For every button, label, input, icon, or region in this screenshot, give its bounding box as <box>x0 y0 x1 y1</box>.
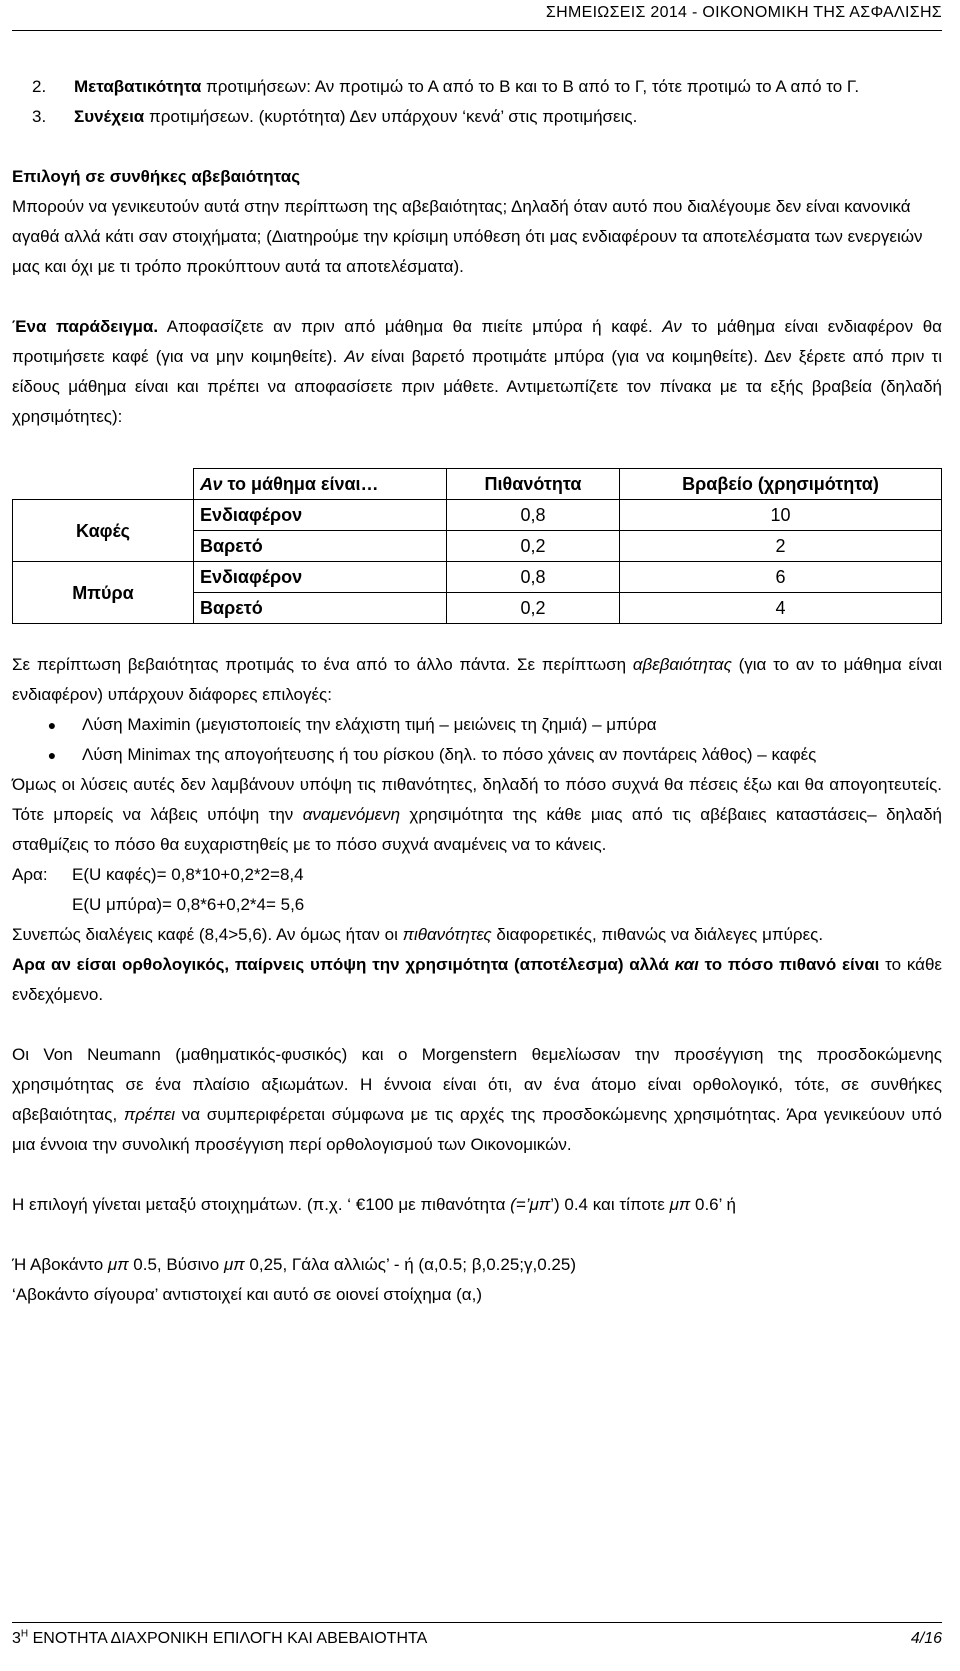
vnm-paragraph: Οι Von Neumann (μαθηματικός-φυσικός) και ο Morgenstern θεμελίωσαν την προσέγγιση της προσδοκώμενης χρησιμότητας σε ένα πλαίσιο αξιωμάτων. Η έννοια είναι ότι, αν ένα άτομο είναι ορθολογικό, τότε, σε συνθήκες αβεβαιότητας, πρέπει να συμπεριφέρεται σύμφωνα με τις αρχές της προσδοκώμενης χρησιμότητας. Άρα γενικεύουν υπό μια έννοια την συνολική προσέγγιση περί ορθολογισμού των Οικονομικών. <box>12 1045 942 1154</box>
after-table-paragraph: Σε περίπτωση βεβαιότητας προτιμάς το ένα από το άλλο πάντα. Σε περίπτωση αβεβαιότητας (για το αν το μάθημα είναι ενδιαφέρον) υπάρχουν διάφορες επιλογές: <box>12 655 942 704</box>
table-header-row <box>13 469 942 500</box>
choice-coffee: Καφές <box>13 500 194 562</box>
table-row: Βαρετό 0,2 4 <box>13 593 942 624</box>
conclusion-paragraph: Συνεπώς διαλέγεις καφέ (8,4>5,6). Αν όμως ήταν οι πιθανότητες διαφορετικές, πιθανώς να διάλεγες μπύρες. <box>12 925 824 944</box>
list-item: ● Λύση Minimax της απογοήτευσης ή του ρίσκου (δηλ. το πόσο χάνεις αν ποντάρεις λάθος) – καφές <box>12 740 942 770</box>
choice-beer: Μπύρα <box>13 562 194 624</box>
header-title: ΣΗΜΕΙΩΣΕΙΣ 2014 - ΟΙΚΟΝΟΜΙΚΗ ΤΗΣ ΑΣΦΑΛΙΣΗΣ <box>545 4 942 21</box>
page-footer <box>12 1622 942 1651</box>
lottery-paragraph: Η επιλογή γίνεται μεταξύ στοιχημάτων. (π.χ. ‘ €100 με πιθανότητα (=’μπ’) 0.4 και τίποτε μπ 0.6’ ή <box>12 1195 736 1214</box>
section-paragraph: Μπορούν να γενικευτούν αυτά στην περίπτωση της αβεβαιότητας; Δηλαδή όταν αυτό που διαλέγουμε δεν είναι κανονικά αγαθά αλλά κάτι σαν στοιχήματα; (Διατηρούμε την κρίσιμη υπόθεση ότι μας ενδιαφέρουν τα αποτελέσματα των ενεργειών μας και όχι με τι τρόπο προκύπτουν αυτά τα αποτελέσματα). <box>12 197 923 276</box>
calculation: Αρα: E(U καφές)= 0,8*10+0,2*2=8,4 <box>12 865 304 884</box>
header-rule <box>12 30 942 31</box>
page-number: 4/16 <box>910 1630 942 1647</box>
bullet-icon: ● <box>47 747 57 763</box>
utility-table <box>12 468 942 624</box>
page-body <box>12 72 942 1310</box>
table-row: Καφές Ενδιαφέρον 0,8 10 <box>13 500 942 531</box>
bullet-icon: ● <box>47 717 57 733</box>
example-paragraph: Ένα παράδειγμα. Αποφασίζετε αν πριν από μάθημα θα πιείτε μπύρα ή καφέ. Αν το μάθημα είναι ενδιαφέρον θα προτιμήσετε καφέ (για να μην κοιμηθείτε). Αν είναι βαρετό προτιμάτε μπύρα (για να κοιμηθείτε). Δεν ξέρετε από πριν τι είδους μάθημα είναι και πρέπει να αποφασίσετε πριν μάθετε. Αντιμετωπίζετε τον πίνακα με τα εξής βραβεία (δηλαδή χρησιμότητες): <box>12 317 943 426</box>
lottery-example: Ή Αβοκάντο μπ 0.5, Βύσινο μπ 0,25, Γάλα αλλιώς’ - ή (α,0.5; β,0.25;γ,0.25) <box>12 1255 576 1274</box>
list-item: 2. Μεταβατικότητα προτιμήσεων: Αν προτιμώ το Α από το Β και το Β από το Γ, τότε προτιμώ το Α από το Γ. <box>32 77 860 96</box>
rational-paragraph: Αρα αν είσαι ορθολογικός, παίρνεις υπόψη την χρησιμότητα (αποτέλεσμα) αλλά και το πόσο πιθανό είναι το κάθε ενδεχόμενο. <box>12 955 942 1004</box>
list-item: 3. Συνέχεια προτιμήσεων. (κυρτότητα) Δεν υπάρχουν ‘κενά’ στις προτιμήσεις. <box>32 107 638 126</box>
header-state: Αν το μάθημα είναι… <box>194 469 447 500</box>
table-row: Μπύρα Ενδιαφέρον 0,8 6 <box>13 562 942 593</box>
lottery-certain: ‘Αβοκάντο σίγουρα’ αντιστοιχεί και αυτό σε οιονεί στοίχημα (α,) <box>12 1285 483 1304</box>
header-probability: Πιθανότητα <box>447 469 620 500</box>
footer-title: $3^H$ ΕΝΟΤΗΤΑ ΔΙΑΧΡΟΝΙΚΗ ΕΠΙΛΟΓΗ ΚΑΙ ΑΒΕΒΑΙΟΤΗΤΑ <box>12 1628 428 1647</box>
list-item: ● Λύση Maximin (μεγιστοποιείς την ελάχιστη τιμή – μειώνεις τη ζημιά) – μπύρα <box>12 710 942 740</box>
header-reward: Βραβείο (χρησιμότητα) <box>620 469 942 500</box>
table-row: Βαρετό 0,2 2 <box>13 531 942 562</box>
page-header <box>0 0 960 34</box>
expected-utility-paragraph: Όμως οι λύσεις αυτές δεν λαμβάνουν υπόψη τις πιθανότητες, δηλαδή το πόσο συχνά θα πέσεις έξω και θα απογοητευτείς. Τότε μπορείς να λάβεις υπόψη την αναμενόμενη χρησιμότητα της κάθε μιας από τις αβέβαιες καταστάσεις– δηλαδή σταθμίζεις το πόσο θα ευχαριστηθείς με το πόσο συχνά αναμένεις να το κάνεις. <box>12 775 942 854</box>
calculation: E(U μπύρα)= 0,8*6+0,2*4= 5,6 <box>72 895 305 914</box>
section-heading: Επιλογή σε συνθήκες αβεβαιότητας <box>12 167 301 186</box>
bullet-list <box>12 710 942 770</box>
